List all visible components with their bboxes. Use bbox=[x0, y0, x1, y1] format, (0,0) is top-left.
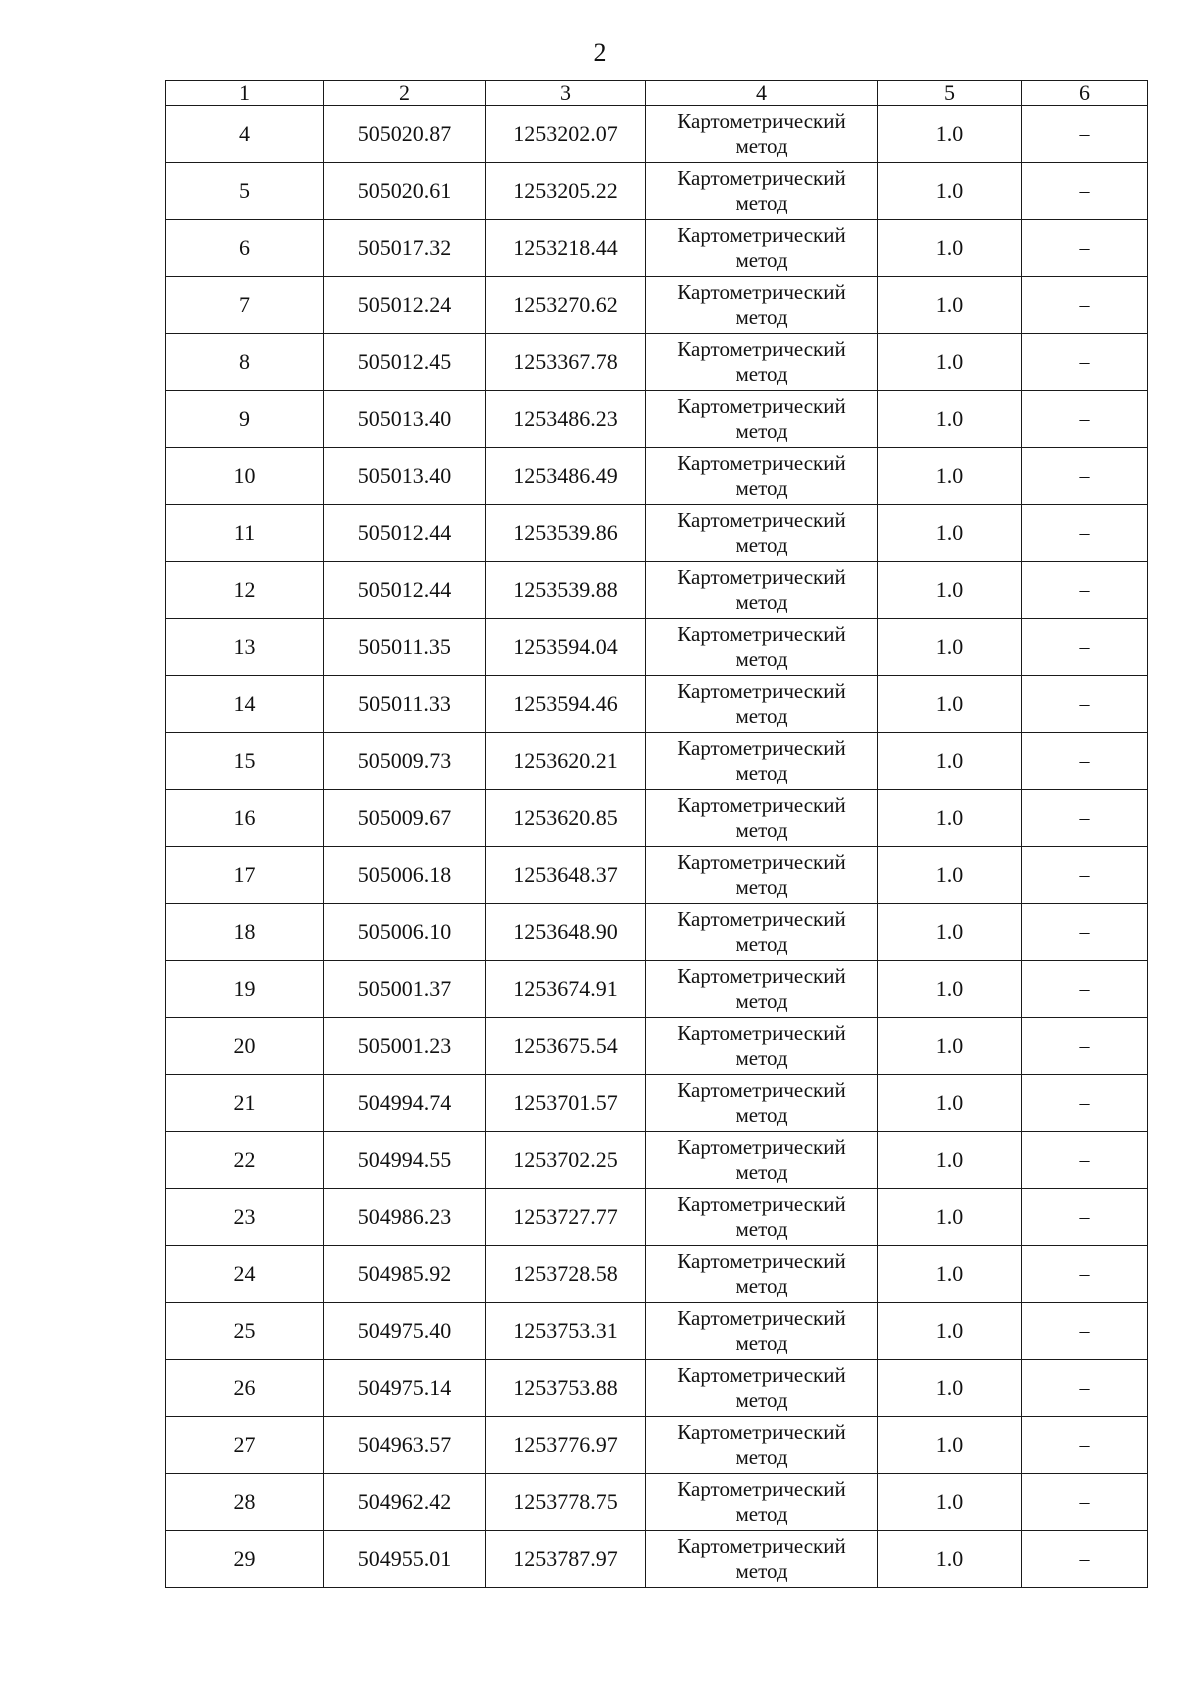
method-line-1: Картометрический bbox=[677, 1192, 846, 1216]
x-coordinate-cell: 505011.33 bbox=[324, 676, 486, 733]
point-number-cell: 11 bbox=[166, 505, 324, 562]
x-coordinate-cell: 504994.55 bbox=[324, 1132, 486, 1189]
accuracy-cell: 1.0 bbox=[878, 733, 1022, 790]
note-cell: – bbox=[1022, 961, 1148, 1018]
y-coordinate-cell: 1253674.91 bbox=[486, 961, 646, 1018]
accuracy-cell: 1.0 bbox=[878, 961, 1022, 1018]
point-number-cell: 21 bbox=[166, 1075, 324, 1132]
accuracy-cell: 1.0 bbox=[878, 1075, 1022, 1132]
accuracy-cell: 1.0 bbox=[878, 334, 1022, 391]
method-cell bbox=[646, 1303, 878, 1360]
table-row bbox=[166, 904, 1148, 961]
method-line-2: метод bbox=[735, 704, 788, 728]
method-line-2: метод bbox=[735, 1274, 788, 1298]
method-line-1: Картометрический bbox=[677, 1249, 846, 1273]
method-line-2: метод bbox=[735, 647, 788, 671]
method-line-1: Картометрический bbox=[677, 622, 846, 646]
point-number-cell: 19 bbox=[166, 961, 324, 1018]
method-line-2: метод bbox=[735, 1502, 788, 1526]
accuracy-cell: 1.0 bbox=[878, 619, 1022, 676]
method-line-2: метод bbox=[735, 1217, 788, 1241]
x-coordinate-cell: 505006.10 bbox=[324, 904, 486, 961]
method-cell bbox=[646, 277, 878, 334]
method-line-1: Картометрический bbox=[677, 1477, 846, 1501]
table-row bbox=[166, 1246, 1148, 1303]
x-coordinate-cell: 505012.44 bbox=[324, 505, 486, 562]
point-number-cell: 29 bbox=[166, 1531, 324, 1588]
y-coordinate-cell: 1253701.57 bbox=[486, 1075, 646, 1132]
accuracy-cell: 1.0 bbox=[878, 277, 1022, 334]
accuracy-cell: 1.0 bbox=[878, 1189, 1022, 1246]
note-cell: – bbox=[1022, 277, 1148, 334]
coordinates-table-container bbox=[165, 80, 1147, 1588]
accuracy-cell: 1.0 bbox=[878, 163, 1022, 220]
point-number-cell: 8 bbox=[166, 334, 324, 391]
method-line-2: метод bbox=[735, 419, 788, 443]
method-cell bbox=[646, 790, 878, 847]
accuracy-cell: 1.0 bbox=[878, 1474, 1022, 1531]
x-coordinate-cell: 505009.67 bbox=[324, 790, 486, 847]
point-number-cell: 9 bbox=[166, 391, 324, 448]
x-coordinate-cell: 504994.74 bbox=[324, 1075, 486, 1132]
point-number-cell: 16 bbox=[166, 790, 324, 847]
method-line-1: Картометрический bbox=[677, 565, 846, 589]
y-coordinate-cell: 1253787.97 bbox=[486, 1531, 646, 1588]
method-line-1: Картометрический bbox=[677, 1021, 846, 1045]
accuracy-cell: 1.0 bbox=[878, 220, 1022, 277]
x-coordinate-cell: 505006.18 bbox=[324, 847, 486, 904]
method-cell bbox=[646, 1474, 878, 1531]
accuracy-cell: 1.0 bbox=[878, 1132, 1022, 1189]
method-line-1: Картометрический bbox=[677, 679, 846, 703]
method-line-1: Картометрический bbox=[677, 223, 846, 247]
accuracy-cell: 1.0 bbox=[878, 790, 1022, 847]
y-coordinate-cell: 1253486.49 bbox=[486, 448, 646, 505]
x-coordinate-cell: 505020.87 bbox=[324, 106, 486, 163]
method-line-1: Картометрический bbox=[677, 1534, 846, 1558]
method-cell bbox=[646, 505, 878, 562]
note-cell: – bbox=[1022, 1360, 1148, 1417]
point-number-cell: 18 bbox=[166, 904, 324, 961]
y-coordinate-cell: 1253753.31 bbox=[486, 1303, 646, 1360]
method-cell bbox=[646, 1417, 878, 1474]
table-row bbox=[166, 1132, 1148, 1189]
table-row bbox=[166, 391, 1148, 448]
method-line-2: метод bbox=[735, 1445, 788, 1469]
method-line-1: Картометрический bbox=[677, 1135, 846, 1159]
note-cell: – bbox=[1022, 505, 1148, 562]
table-row bbox=[166, 163, 1148, 220]
method-cell bbox=[646, 847, 878, 904]
y-coordinate-cell: 1253753.88 bbox=[486, 1360, 646, 1417]
y-coordinate-cell: 1253702.25 bbox=[486, 1132, 646, 1189]
point-number-cell: 24 bbox=[166, 1246, 324, 1303]
method-cell bbox=[646, 676, 878, 733]
method-line-1: Картометрический bbox=[677, 1306, 846, 1330]
table-row bbox=[166, 733, 1148, 790]
x-coordinate-cell: 505001.37 bbox=[324, 961, 486, 1018]
y-coordinate-cell: 1253367.78 bbox=[486, 334, 646, 391]
x-coordinate-cell: 504975.14 bbox=[324, 1360, 486, 1417]
note-cell: – bbox=[1022, 106, 1148, 163]
y-coordinate-cell: 1253539.86 bbox=[486, 505, 646, 562]
method-cell bbox=[646, 1075, 878, 1132]
table-row bbox=[166, 1531, 1148, 1588]
note-cell: – bbox=[1022, 1075, 1148, 1132]
accuracy-cell: 1.0 bbox=[878, 1417, 1022, 1474]
method-line-1: Картометрический bbox=[677, 1078, 846, 1102]
point-number-cell: 6 bbox=[166, 220, 324, 277]
accuracy-cell: 1.0 bbox=[878, 904, 1022, 961]
method-cell bbox=[646, 163, 878, 220]
table-row bbox=[166, 1474, 1148, 1531]
note-cell: – bbox=[1022, 1303, 1148, 1360]
method-line-2: метод bbox=[735, 1331, 788, 1355]
y-coordinate-cell: 1253202.07 bbox=[486, 106, 646, 163]
x-coordinate-cell: 505012.45 bbox=[324, 334, 486, 391]
y-coordinate-cell: 1253727.77 bbox=[486, 1189, 646, 1246]
note-cell: – bbox=[1022, 448, 1148, 505]
accuracy-cell: 1.0 bbox=[878, 1303, 1022, 1360]
point-number-cell: 10 bbox=[166, 448, 324, 505]
y-coordinate-cell: 1253778.75 bbox=[486, 1474, 646, 1531]
x-coordinate-cell: 505009.73 bbox=[324, 733, 486, 790]
y-coordinate-cell: 1253776.97 bbox=[486, 1417, 646, 1474]
table-row bbox=[166, 961, 1148, 1018]
table-row bbox=[166, 1075, 1148, 1132]
accuracy-cell: 1.0 bbox=[878, 676, 1022, 733]
point-number-cell: 23 bbox=[166, 1189, 324, 1246]
method-cell bbox=[646, 733, 878, 790]
method-cell bbox=[646, 220, 878, 277]
table-row bbox=[166, 619, 1148, 676]
accuracy-cell: 1.0 bbox=[878, 391, 1022, 448]
column-header: 3 bbox=[486, 81, 646, 106]
y-coordinate-cell: 1253648.37 bbox=[486, 847, 646, 904]
note-cell: – bbox=[1022, 1246, 1148, 1303]
note-cell: – bbox=[1022, 163, 1148, 220]
method-line-2: метод bbox=[735, 590, 788, 614]
note-cell: – bbox=[1022, 220, 1148, 277]
table-row bbox=[166, 505, 1148, 562]
accuracy-cell: 1.0 bbox=[878, 1018, 1022, 1075]
method-line-1: Картометрический bbox=[677, 850, 846, 874]
note-cell: – bbox=[1022, 619, 1148, 676]
table-row bbox=[166, 676, 1148, 733]
x-coordinate-cell: 505013.40 bbox=[324, 448, 486, 505]
point-number-cell: 13 bbox=[166, 619, 324, 676]
y-coordinate-cell: 1253620.21 bbox=[486, 733, 646, 790]
note-cell: – bbox=[1022, 790, 1148, 847]
point-number-cell: 15 bbox=[166, 733, 324, 790]
y-coordinate-cell: 1253205.22 bbox=[486, 163, 646, 220]
point-number-cell: 5 bbox=[166, 163, 324, 220]
column-header: 5 bbox=[878, 81, 1022, 106]
method-line-1: Картометрический bbox=[677, 907, 846, 931]
table-row bbox=[166, 790, 1148, 847]
method-line-1: Картометрический bbox=[677, 451, 846, 475]
column-header: 2 bbox=[324, 81, 486, 106]
y-coordinate-cell: 1253594.04 bbox=[486, 619, 646, 676]
method-cell bbox=[646, 1189, 878, 1246]
note-cell: – bbox=[1022, 847, 1148, 904]
x-coordinate-cell: 504963.57 bbox=[324, 1417, 486, 1474]
point-number-cell: 7 bbox=[166, 277, 324, 334]
y-coordinate-cell: 1253648.90 bbox=[486, 904, 646, 961]
method-line-2: метод bbox=[735, 191, 788, 215]
note-cell: – bbox=[1022, 334, 1148, 391]
method-line-1: Картометрический bbox=[677, 1363, 846, 1387]
point-number-cell: 4 bbox=[166, 106, 324, 163]
table-row bbox=[166, 1018, 1148, 1075]
method-line-1: Картометрический bbox=[677, 394, 846, 418]
note-cell: – bbox=[1022, 562, 1148, 619]
note-cell: – bbox=[1022, 676, 1148, 733]
x-coordinate-cell: 504975.40 bbox=[324, 1303, 486, 1360]
y-coordinate-cell: 1253620.85 bbox=[486, 790, 646, 847]
point-number-cell: 17 bbox=[166, 847, 324, 904]
table-row bbox=[166, 277, 1148, 334]
x-coordinate-cell: 505017.32 bbox=[324, 220, 486, 277]
point-number-cell: 12 bbox=[166, 562, 324, 619]
method-line-2: метод bbox=[735, 1046, 788, 1070]
method-line-2: метод bbox=[735, 989, 788, 1013]
x-coordinate-cell: 504955.01 bbox=[324, 1531, 486, 1588]
method-line-1: Картометрический bbox=[677, 280, 846, 304]
y-coordinate-cell: 1253270.62 bbox=[486, 277, 646, 334]
method-line-2: метод bbox=[735, 818, 788, 842]
point-number-cell: 22 bbox=[166, 1132, 324, 1189]
method-line-1: Картометрический bbox=[677, 337, 846, 361]
method-line-1: Картометрический bbox=[677, 964, 846, 988]
method-cell bbox=[646, 562, 878, 619]
note-cell: – bbox=[1022, 1018, 1148, 1075]
method-cell bbox=[646, 334, 878, 391]
table-row bbox=[166, 1303, 1148, 1360]
method-line-1: Картометрический bbox=[677, 793, 846, 817]
method-line-1: Картометрический bbox=[677, 1420, 846, 1444]
note-cell: – bbox=[1022, 904, 1148, 961]
note-cell: – bbox=[1022, 1474, 1148, 1531]
y-coordinate-cell: 1253539.88 bbox=[486, 562, 646, 619]
method-cell bbox=[646, 1531, 878, 1588]
method-line-2: метод bbox=[735, 1160, 788, 1184]
point-number-cell: 25 bbox=[166, 1303, 324, 1360]
accuracy-cell: 1.0 bbox=[878, 1360, 1022, 1417]
point-number-cell: 28 bbox=[166, 1474, 324, 1531]
x-coordinate-cell: 505020.61 bbox=[324, 163, 486, 220]
method-cell bbox=[646, 1132, 878, 1189]
accuracy-cell: 1.0 bbox=[878, 106, 1022, 163]
table-row bbox=[166, 106, 1148, 163]
accuracy-cell: 1.0 bbox=[878, 847, 1022, 904]
point-number-cell: 26 bbox=[166, 1360, 324, 1417]
x-coordinate-cell: 505011.35 bbox=[324, 619, 486, 676]
method-cell bbox=[646, 1246, 878, 1303]
method-line-2: метод bbox=[735, 305, 788, 329]
method-cell bbox=[646, 904, 878, 961]
x-coordinate-cell: 505012.44 bbox=[324, 562, 486, 619]
table-row bbox=[166, 847, 1148, 904]
method-line-2: метод bbox=[735, 476, 788, 500]
table-row bbox=[166, 1417, 1148, 1474]
note-cell: – bbox=[1022, 1531, 1148, 1588]
method-line-2: метод bbox=[735, 761, 788, 785]
method-cell bbox=[646, 619, 878, 676]
x-coordinate-cell: 505013.40 bbox=[324, 391, 486, 448]
point-number-cell: 27 bbox=[166, 1417, 324, 1474]
column-header: 6 bbox=[1022, 81, 1148, 106]
method-line-2: метод bbox=[735, 1388, 788, 1412]
method-line-2: метод bbox=[735, 134, 788, 158]
table-row bbox=[166, 448, 1148, 505]
method-line-1: Картометрический bbox=[677, 166, 846, 190]
method-line-2: метод bbox=[735, 533, 788, 557]
table-header-row bbox=[166, 81, 1148, 106]
method-cell bbox=[646, 391, 878, 448]
method-line-2: метод bbox=[735, 932, 788, 956]
note-cell: – bbox=[1022, 1417, 1148, 1474]
y-coordinate-cell: 1253218.44 bbox=[486, 220, 646, 277]
page-number: 2 bbox=[593, 38, 607, 67]
accuracy-cell: 1.0 bbox=[878, 1531, 1022, 1588]
coordinates-table bbox=[165, 80, 1148, 1588]
accuracy-cell: 1.0 bbox=[878, 562, 1022, 619]
y-coordinate-cell: 1253594.46 bbox=[486, 676, 646, 733]
point-number-cell: 14 bbox=[166, 676, 324, 733]
y-coordinate-cell: 1253675.54 bbox=[486, 1018, 646, 1075]
x-coordinate-cell: 504986.23 bbox=[324, 1189, 486, 1246]
method-cell bbox=[646, 961, 878, 1018]
method-line-1: Картометрический bbox=[677, 508, 846, 532]
note-cell: – bbox=[1022, 391, 1148, 448]
x-coordinate-cell: 505012.24 bbox=[324, 277, 486, 334]
column-header: 4 bbox=[646, 81, 878, 106]
method-line-2: метод bbox=[735, 1103, 788, 1127]
accuracy-cell: 1.0 bbox=[878, 505, 1022, 562]
method-cell bbox=[646, 448, 878, 505]
table-row bbox=[166, 562, 1148, 619]
y-coordinate-cell: 1253486.23 bbox=[486, 391, 646, 448]
x-coordinate-cell: 505001.23 bbox=[324, 1018, 486, 1075]
table-row bbox=[166, 1360, 1148, 1417]
point-number-cell: 20 bbox=[166, 1018, 324, 1075]
method-cell bbox=[646, 106, 878, 163]
table-row bbox=[166, 220, 1148, 277]
note-cell: – bbox=[1022, 733, 1148, 790]
method-cell bbox=[646, 1360, 878, 1417]
accuracy-cell: 1.0 bbox=[878, 1246, 1022, 1303]
method-line-1: Картометрический bbox=[677, 736, 846, 760]
accuracy-cell: 1.0 bbox=[878, 448, 1022, 505]
method-line-2: метод bbox=[735, 1559, 788, 1583]
method-cell bbox=[646, 1018, 878, 1075]
method-line-2: метод bbox=[735, 875, 788, 899]
note-cell: – bbox=[1022, 1189, 1148, 1246]
x-coordinate-cell: 504962.42 bbox=[324, 1474, 486, 1531]
method-line-2: метод bbox=[735, 248, 788, 272]
x-coordinate-cell: 504985.92 bbox=[324, 1246, 486, 1303]
method-line-2: метод bbox=[735, 362, 788, 386]
method-line-1: Картометрический bbox=[677, 109, 846, 133]
note-cell: – bbox=[1022, 1132, 1148, 1189]
column-header: 1 bbox=[166, 81, 324, 106]
table-row bbox=[166, 334, 1148, 391]
table-row bbox=[166, 1189, 1148, 1246]
y-coordinate-cell: 1253728.58 bbox=[486, 1246, 646, 1303]
table-body bbox=[166, 106, 1148, 1588]
